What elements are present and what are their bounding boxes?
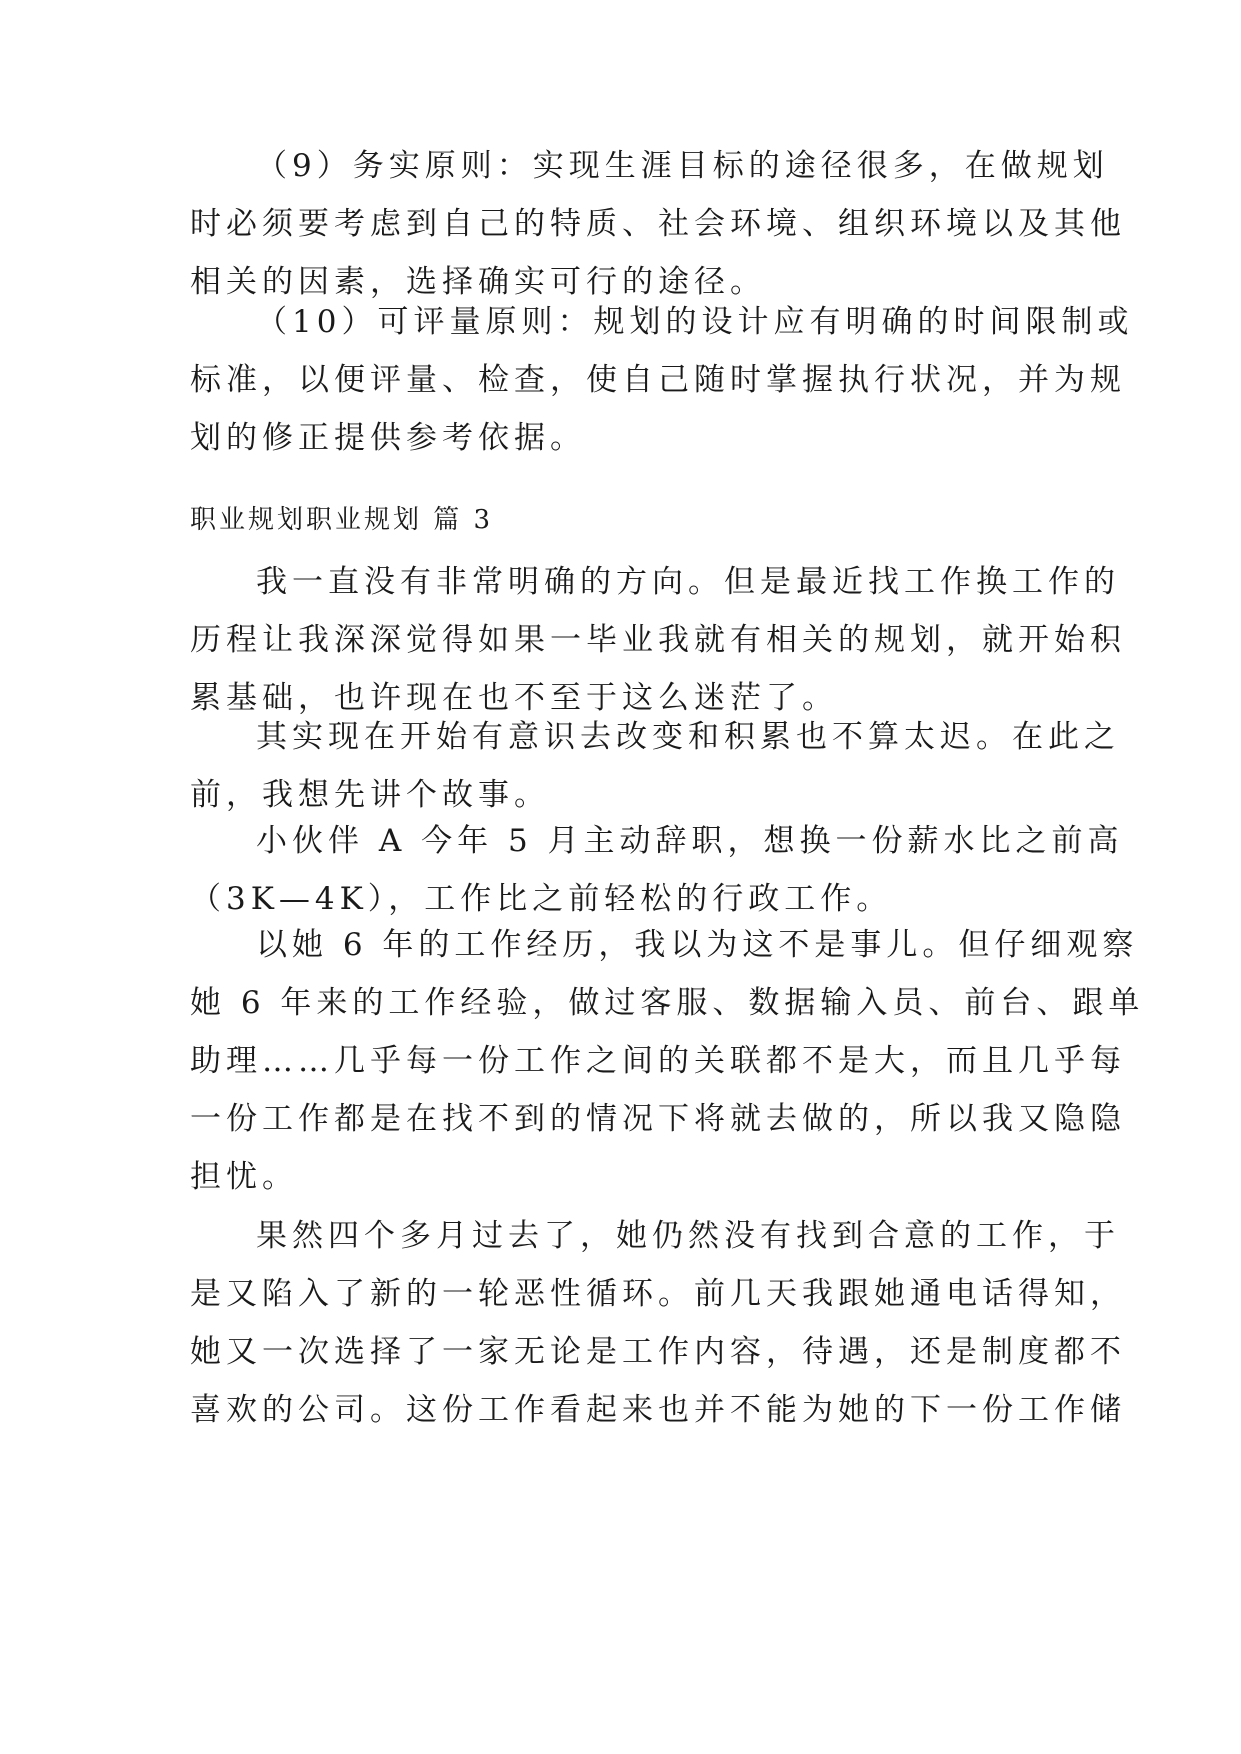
- paragraph-line: 小伙伴 A 今年 5 月主动辞职，想换一份薪水比之前高: [256, 823, 1124, 859]
- paragraph-line: 累基础，也许现在也不至于这么迷茫了。: [190, 680, 838, 716]
- paragraph-line: 果然四个多月过去了，她仍然没有找到合意的工作，于: [256, 1218, 1120, 1254]
- paragraph-line: 是又陷入了新的一轮恶性循环。前几天我跟她通电话得知，: [190, 1276, 1126, 1312]
- paragraph-line: 担忧。: [190, 1159, 298, 1195]
- paragraph-line: （9）务实原则：实现生涯目标的途径很多，在做规划: [256, 148, 1109, 184]
- paragraph-line: 喜欢的公司。这份工作看起来也并不能为她的下一份工作储: [190, 1392, 1126, 1428]
- paragraph-line: 前，我想先讲个故事。: [190, 777, 550, 813]
- paragraph-work-history: [190, 916, 1145, 1206]
- paragraph-line: 以她 6 年的工作经历，我以为这不是事儿。但仔细观察: [256, 927, 1139, 963]
- paragraph-line: 我一直没有非常明确的方向。但是最近找工作换工作的: [256, 564, 1120, 600]
- paragraph-intro: [190, 553, 1126, 727]
- paragraph-outcome: [190, 1207, 1126, 1439]
- paragraph-line: （3K—4K），工作比之前轻松的行政工作。: [190, 881, 893, 917]
- paragraph-practical-principle: [190, 137, 1126, 311]
- paragraph-line: 历程让我深深觉得如果一毕业我就有相关的规划，就开始积: [190, 622, 1126, 658]
- paragraph-line: 一份工作都是在找不到的情况下将就去做的，所以我又隐隐: [190, 1101, 1126, 1137]
- paragraph-friend-a: [190, 812, 1124, 928]
- paragraph-line: 助理……几乎每一份工作之间的关联都不是大，而且几乎每: [190, 1043, 1126, 1079]
- paragraph-line: 其实现在开始有意识去改变和积累也不算太迟。在此之: [256, 719, 1120, 755]
- paragraph-story-lead: [190, 708, 1120, 824]
- paragraph-line: 她 6 年来的工作经验，做过客服、数据输入员、前台、跟单: [190, 985, 1145, 1021]
- paragraph-line: 标准，以便评量、检查，使自己随时掌握执行状况，并为规: [190, 362, 1126, 398]
- paragraph-line: 划的修正提供参考依据。: [190, 420, 586, 456]
- paragraph-line: 时必须要考虑到自己的特质、社会环境、组织环境以及其他: [190, 206, 1126, 242]
- paragraph-line: （10）可评量原则：规划的设计应有明确的时间限制或: [256, 304, 1134, 340]
- paragraph-line: 相关的因素，选择确实可行的途径。: [190, 264, 766, 300]
- section-heading: 职业规划职业规划 篇 3: [190, 505, 494, 535]
- paragraph-measurable-principle: [190, 293, 1134, 467]
- paragraph-line: 她又一次选择了一家无论是工作内容，待遇，还是制度都不: [190, 1334, 1126, 1370]
